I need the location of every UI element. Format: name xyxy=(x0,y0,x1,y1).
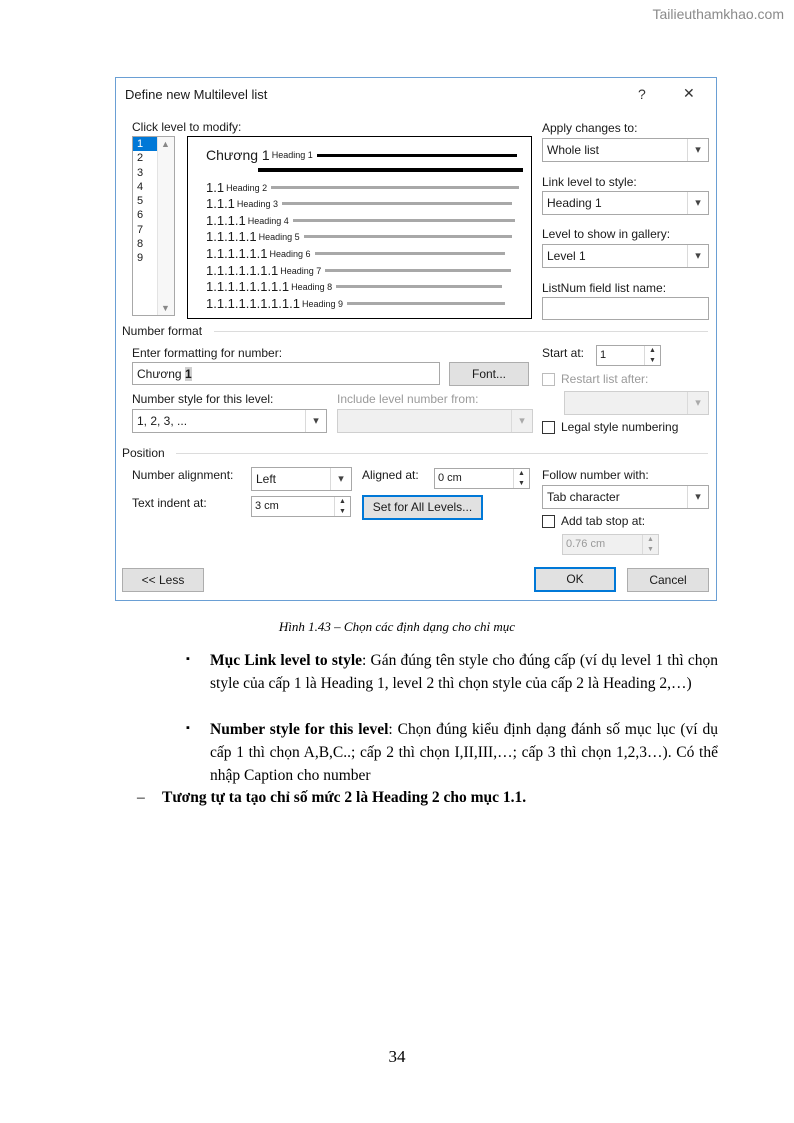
level-item[interactable]: 9 xyxy=(137,252,144,265)
start-at-spinner[interactable]: 1 ▲ ▼ xyxy=(596,345,661,366)
show-gallery-dropdown[interactable]: Level 1 ▾ xyxy=(542,244,709,268)
preview-row: 1.1.1 Heading 3 xyxy=(206,196,512,211)
follow-number-dropdown[interactable]: Tab character ▾ xyxy=(542,485,709,509)
close-icon[interactable]: ✕ xyxy=(683,85,695,101)
less-button[interactable]: << Less xyxy=(122,568,204,592)
add-tab-label: Add tab stop at: xyxy=(561,514,646,528)
enter-formatting-label: Enter formatting for number: xyxy=(132,346,283,360)
help-icon[interactable]: ? xyxy=(638,86,646,102)
watermark: Tailieuthamkhao.com xyxy=(652,6,784,22)
text-indent-spinner[interactable]: 3 cm ▲ ▼ xyxy=(251,496,351,517)
text-indent-label: Text indent at: xyxy=(132,496,207,510)
apply-changes-dropdown[interactable]: Whole list ▾ xyxy=(542,138,709,162)
restart-label: Restart list after: xyxy=(561,372,649,386)
number-alignment-dropdown[interactable]: Left ▾ xyxy=(251,467,352,491)
scroll-down-icon[interactable]: ▼ xyxy=(161,303,170,313)
include-level-label: Include level number from: xyxy=(337,392,479,406)
chevron-down-icon: ▾ xyxy=(687,139,708,161)
multilevel-list-dialog xyxy=(115,77,717,601)
add-tab-spinner[interactable]: 0.76 cm ▲ ▼ xyxy=(562,534,659,555)
spinner-arrows-icon[interactable]: ▲ ▼ xyxy=(334,497,350,516)
listnum-input[interactable] xyxy=(542,297,709,320)
cancel-button[interactable]: Cancel xyxy=(627,568,709,592)
font-button[interactable]: Font... xyxy=(449,362,529,386)
dash-paragraph: Tương tự ta tạo chỉ số mức 2 là Heading 2 cho mục 1.1. xyxy=(162,789,527,806)
start-at-label: Start at: xyxy=(542,346,585,360)
level-listbox[interactable] xyxy=(132,136,175,316)
link-level-label: Link level to style: xyxy=(542,175,637,189)
number-style-dropdown[interactable]: 1, 2, 3, ... ▾ xyxy=(132,409,327,433)
chevron-down-icon: ▾ xyxy=(687,486,708,508)
restart-dropdown[interactable] xyxy=(564,391,709,415)
preview-row: 1.1.1.1.1.1.1.1 Heading 8 xyxy=(206,279,502,294)
preview-row: 1.1.1.1.1 Heading 5 xyxy=(206,229,512,244)
add-tab-checkbox[interactable] xyxy=(542,515,555,528)
chevron-down-icon: ▾ xyxy=(305,410,326,432)
bullet-marker: ▪ xyxy=(186,653,190,665)
figure-caption: Hình 1.43 – Chọn các định dạng cho chỉ mục xyxy=(278,619,516,634)
legal-checkbox[interactable] xyxy=(542,421,555,434)
listnum-label: ListNum field list name: xyxy=(542,281,667,295)
spinner-arrows-icon[interactable]: ▲ ▼ xyxy=(644,346,660,365)
bullet-marker: ▪ xyxy=(186,722,190,734)
restart-checkbox[interactable] xyxy=(542,373,555,386)
number-format-header: Number format xyxy=(122,324,203,338)
preview-row: 1.1.1.1.1.1 Heading 6 xyxy=(206,246,505,261)
chevron-down-icon: ▾ xyxy=(330,468,351,490)
level-item[interactable]: 6 xyxy=(137,209,144,222)
set-for-all-levels-button[interactable]: Set for All Levels... xyxy=(362,495,483,520)
level-item[interactable]: 8 xyxy=(137,238,144,251)
level-item[interactable]: 1 xyxy=(133,137,157,151)
bullet-paragraph: Number style for this level: Chọn đúng kiểu định dạng đánh số mục lục (ví dụ cấp 1 thì chọn A,B,C..; cấp 2 thì chọn I,II,III,…; cấp 3 thì chọn 1,2,3…). Có thể nhập Caption cho number xyxy=(210,721,718,784)
level-item[interactable]: 5 xyxy=(137,195,144,208)
legal-label: Legal style numbering xyxy=(561,420,679,434)
click-level-label: Click level to modify: xyxy=(132,120,242,134)
preview-row: 1.1 Heading 2 xyxy=(206,180,519,195)
level-item[interactable]: 2 xyxy=(137,152,144,165)
level-item[interactable]: 7 xyxy=(137,223,144,236)
chevron-down-icon: ▾ xyxy=(687,392,708,414)
chevron-down-icon: ▾ xyxy=(687,192,708,214)
spinner-arrows-icon[interactable]: ▲ ▼ xyxy=(513,469,529,488)
aligned-at-spinner[interactable]: 0 cm ▲ ▼ xyxy=(434,468,530,489)
include-level-dropdown[interactable] xyxy=(337,409,533,433)
link-level-dropdown[interactable]: Heading 1 ▾ xyxy=(542,191,709,215)
position-header: Position xyxy=(122,446,165,460)
chevron-down-icon: ▾ xyxy=(511,410,532,432)
page-number: 34 xyxy=(388,1047,406,1066)
ok-button[interactable]: OK xyxy=(534,567,616,592)
preview-row: 1.1.1.1 Heading 4 xyxy=(206,213,515,228)
dialog-title: Define new Multilevel list xyxy=(125,87,268,102)
chevron-down-icon: ▾ xyxy=(687,245,708,267)
level-item[interactable]: 3 xyxy=(137,166,144,179)
follow-number-label: Follow number with: xyxy=(542,468,649,482)
number-alignment-label: Number alignment: xyxy=(132,468,234,482)
scroll-up-icon[interactable]: ▲ xyxy=(161,139,170,149)
level-item[interactable]: 4 xyxy=(137,180,144,193)
preview-row: Chương 1 Heading 1 xyxy=(206,147,517,163)
number-format-input[interactable]: Chương 1 xyxy=(132,362,440,385)
show-gallery-label: Level to show in gallery: xyxy=(542,227,671,241)
list-preview xyxy=(187,136,532,319)
number-style-label: Number style for this level: xyxy=(132,392,274,406)
level-scrollbar[interactable] xyxy=(157,137,174,315)
bullet-paragraph: Mục Link level to style: Gán đúng tên style cho đúng cấp (ví dụ level 1 thì chọn style của cấp 1 là Heading 1, level 2 thì chọn style của cấp 2 là Heading 2,…) xyxy=(210,652,719,692)
aligned-at-label: Aligned at: xyxy=(362,468,419,482)
preview-row: 1.1.1.1.1.1.1.1.1 Heading 9 xyxy=(206,296,505,311)
preview-row: 1.1.1.1.1.1.1 Heading 7 xyxy=(206,263,511,278)
dash-marker: – xyxy=(137,789,145,806)
apply-changes-label: Apply changes to: xyxy=(542,121,638,135)
spinner-arrows-icon[interactable]: ▲ ▼ xyxy=(642,535,658,554)
